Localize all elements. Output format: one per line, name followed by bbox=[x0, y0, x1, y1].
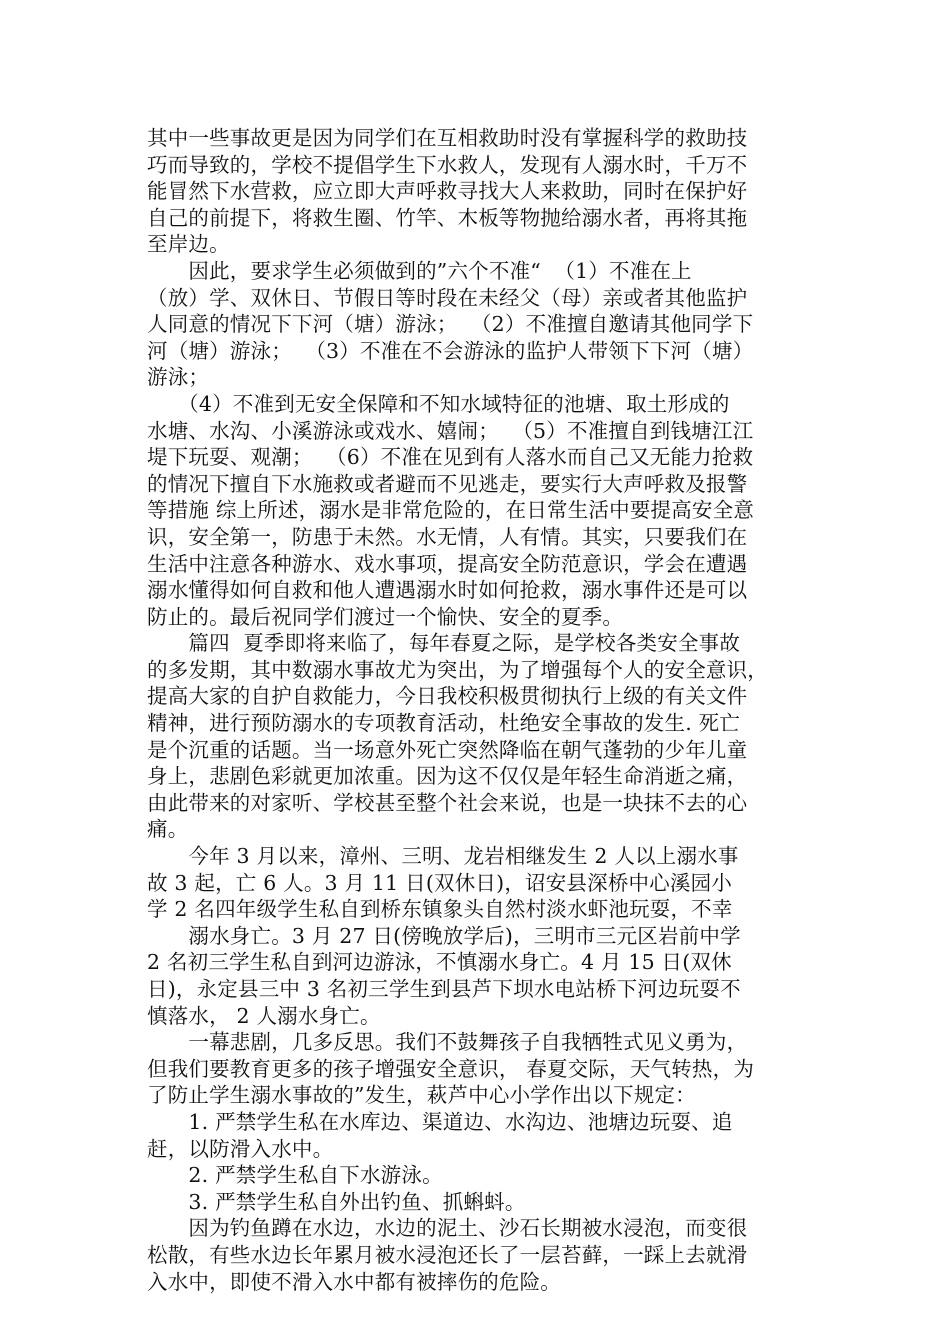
text-line: 提高大家的自护自救能力，今日我校积极贯彻执行上级的有关文件 bbox=[147, 684, 748, 709]
text-line: 篇四 夏季即将来临了，每年春夏之际，是学校各类安全事故 bbox=[147, 631, 741, 656]
text-line: 溺水身亡。3 月 27 日(傍晚放学后)，三明市三元区岩前中学 bbox=[147, 923, 741, 948]
text-line: 1. 严禁学生私在水库边、渠道边、水沟边、池塘边玩耍、追 bbox=[147, 1109, 733, 1134]
text-line: 日)，永定县三中 3 名初三学生到县芦下坝水电站桥下河边玩耍不 bbox=[147, 977, 741, 1001]
text-line: 自己的前提下，将救生圈、竹竿、木板等物抛给溺水者，再将其拖 bbox=[147, 205, 748, 230]
text-line: 今年 3 月以来，漳州、三明、龙岩相继发生 2 人以上溺水事 bbox=[147, 844, 739, 869]
text-line: 识，安全第一，防患于未然。水无情，人有情。其实，只要我们在 bbox=[147, 524, 748, 549]
text-line: 生活中注意各种游水、戏水事项，提高安全防范意识，学会在遭遇 bbox=[147, 551, 748, 576]
text-line: 故 3 起，亡 6 人。3 月 11 日(双休日)，诏安县深桥中心溪园小 bbox=[147, 870, 733, 895]
body-text bbox=[147, 125, 805, 1295]
text-line: 了防止学生溺水事故的”发生，萩芦中心小学作出以下规定： bbox=[147, 1083, 696, 1108]
text-line: 慎落水， 2 人溺水身亡。 bbox=[147, 1003, 381, 1028]
text-line: 2 名初三学生私自到河边游泳，不慎溺水身亡。4 月 15 日(双休 bbox=[147, 950, 732, 975]
text-line: 至岸边。 bbox=[147, 232, 230, 257]
text-line: 是个沉重的话题。当一场意外死亡突然降临在朝气蓬勃的少年儿童 bbox=[147, 737, 748, 762]
text-line: 赶，以防滑入水中。 bbox=[147, 1136, 334, 1161]
text-line: 入水中，即使不滑入水中都有被摔伤的危险。 bbox=[147, 1269, 561, 1294]
text-line: 痛。 bbox=[147, 817, 189, 842]
text-line: 精神，进行预防溺水的专项教育活动，杜绝安全事故的发生. 死亡 bbox=[147, 711, 741, 736]
text-line: 松散，有些水边长年累月被水浸泡还长了一层苔藓，一踩上去就滑 bbox=[147, 1242, 748, 1267]
text-line: （放）学、双休日、节假日等时段在未经父（母）亲或者其他监护 bbox=[147, 285, 748, 310]
text-line: 其中一些事故更是因为同学们在互相救助时没有掌握科学的救助技 bbox=[147, 126, 748, 150]
text-line: （4）不准到无安全保障和不知水域特征的池塘、取土形成的 bbox=[147, 391, 730, 416]
text-line: 溺水懂得如何自救和他人遭遇溺水时如何抢救，溺水事件还是可以 bbox=[147, 578, 748, 603]
text-line: 的情况下擅自下水施救或者避而不见逃走，要实行大声呼救及报警 bbox=[147, 471, 748, 496]
text-line: 因为钓鱼蹲在水边，水边的泥土、沙石长期被水浸泡，而变很 bbox=[147, 1216, 748, 1241]
text-line: 3. 严禁学生私自外出钓鱼、抓蝌蚪。 bbox=[147, 1189, 526, 1214]
text-line: 因此，要求学生必须做到的”六个不准“ （1）不准在上 bbox=[147, 258, 692, 283]
text-line: 巧而导致的，学校不提倡学生下水救人，发现有人溺水时，千万不 bbox=[147, 152, 748, 177]
text-line: 由此带来的对家听、学校甚至整个社会来说，也是一块抹不去的心 bbox=[147, 790, 748, 815]
text-line: 能冒然下水营救，应立即大声呼救寻找大人来救助，同时在保护好 bbox=[147, 179, 748, 204]
text-line: 一幕悲剧，几多反思。我们不鼓舞孩子自我牺牲式见义勇为， bbox=[147, 1030, 748, 1055]
text-line: 但我们要教育更多的孩子增强安全意识， 春夏交际，天气转热，为 bbox=[147, 1056, 755, 1081]
text-line: 水塘、水沟、小溪游泳或戏水、嬉闹； （5）不准擅自到钱塘江江 bbox=[147, 418, 754, 443]
text-line: 游泳； bbox=[147, 365, 210, 390]
text-line: 2. 严禁学生私自下水游泳。 bbox=[147, 1163, 443, 1188]
text-line: 防止的。最后祝同学们渡过一个愉快、安全的夏季。 bbox=[147, 604, 624, 629]
text-line: 学 2 名四年级学生私自到桥东镇象头自然村淡水虾池玩耍，不幸 bbox=[147, 897, 733, 922]
text-line: 人同意的情况下下河（塘）游泳； （2）不准擅自邀请其他同学下 bbox=[147, 312, 754, 337]
text-line: 堤下玩耍、观潮； （6）不准在见到有人落水而自己又无能力抢救 bbox=[147, 445, 754, 470]
text-line: 河（塘）游泳； （3）不准在不会游泳的监护人带领下下河（塘） bbox=[147, 338, 754, 363]
text-line: 的多发期，其中数溺水事故尤为突出，为了增强每个人的安全意识， bbox=[147, 657, 768, 682]
text-line: 等措施 综上所述，溺水是非常危险的，在日常生活中要提高安全意 bbox=[147, 498, 755, 523]
text-line: 身上，悲剧色彩就更加浓重。因为这不仅仅是年轻生命消逝之痛， bbox=[147, 764, 748, 789]
